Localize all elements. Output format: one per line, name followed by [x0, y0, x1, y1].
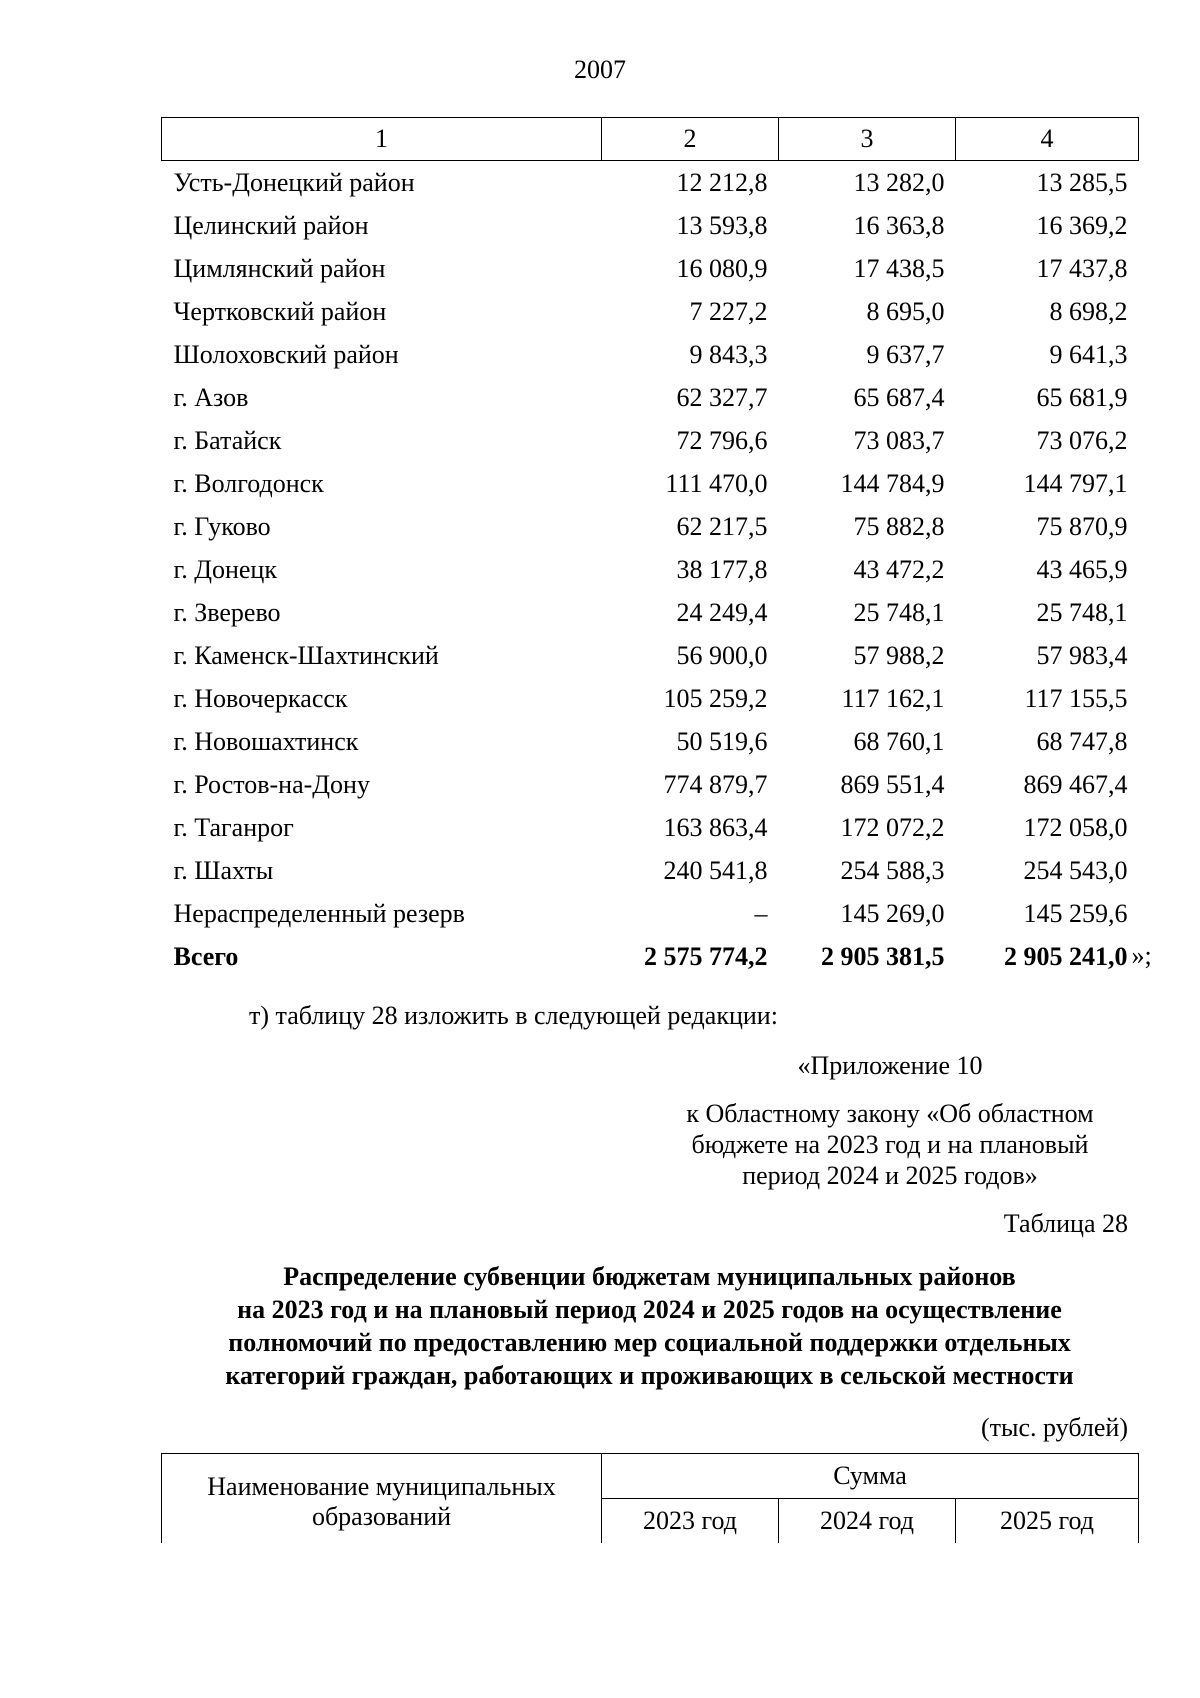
- amount-col2-cell: 774 879,7: [663, 769, 768, 799]
- amount-col3-cell: 9 637,7: [866, 339, 945, 369]
- table-row: [162, 677, 1139, 720]
- amount-col4-cell: 73 076,2: [1036, 425, 1128, 455]
- amount-col3-cell: 75 882,8: [853, 511, 945, 541]
- table-row: [162, 290, 1139, 333]
- amount-col4-cell: 17 437,8: [1036, 253, 1128, 283]
- table-heading-line: полномочий по предоставлению мер социальной поддержки отдельных: [228, 1328, 1071, 1357]
- amount-col3-cell: 144 784,9: [840, 468, 945, 498]
- appendix-title: «Приложение 10: [797, 1051, 983, 1080]
- amount-col4-cell: 9 641,3: [1049, 339, 1128, 369]
- amount-col4-cell: 75 870,9: [1036, 511, 1128, 541]
- table-label: Таблица 28: [1003, 1209, 1128, 1238]
- amount-col2-cell: 62 327,7: [676, 382, 768, 412]
- amount-col3-cell: 254 588,3: [840, 855, 945, 885]
- column-number-row: [162, 118, 1139, 161]
- closing-quote-mark: »;: [1131, 941, 1152, 970]
- header-row: [162, 1454, 1139, 1499]
- amount-col3-cell: 65 687,4: [853, 382, 945, 412]
- amount-col3-cell: 13 282,0: [853, 167, 945, 197]
- municipality-name-header-line: Наименование муниципальных: [207, 1472, 556, 1501]
- page-number: 2007: [574, 55, 626, 84]
- municipality-name-cell: Шолоховский район: [173, 339, 399, 369]
- amount-col4-cell: 254 543,0: [1023, 855, 1128, 885]
- total-row: [162, 935, 1139, 978]
- amount-col2-cell: 9 843,3: [689, 339, 768, 369]
- total-label: Всего: [173, 941, 239, 971]
- municipality-name-cell: г. Волгодонск: [173, 468, 324, 498]
- amount-col2-cell: 62 217,5: [676, 511, 768, 541]
- table-row: [162, 720, 1139, 763]
- year-header-2025: 2025 год: [956, 1499, 1139, 1544]
- table-row: [162, 161, 1139, 205]
- amount-col3-cell: 68 760,1: [853, 726, 945, 756]
- amount-col2-cell: 13 593,8: [676, 210, 768, 240]
- subvention-table-continued: [161, 117, 1152, 978]
- municipality-name-cell: г. Новочеркасск: [173, 683, 348, 713]
- municipality-name-cell: Чертковский район: [173, 296, 387, 326]
- amount-col2-cell: 24 249,4: [676, 597, 768, 627]
- total-col2: 2 575 774,2: [644, 941, 768, 971]
- amount-col2-cell: 12 212,8: [676, 167, 768, 197]
- amount-col2-cell: 72 796,6: [676, 425, 768, 455]
- total-col3: 2 905 381,5: [821, 941, 945, 971]
- subvention-table-header: [161, 1453, 1139, 1543]
- column-number-1: 1: [162, 118, 602, 161]
- municipality-name-cell: г. Ростов-на-Дону: [173, 769, 370, 799]
- table-row: [162, 548, 1139, 591]
- amount-col2-cell: –: [754, 898, 768, 928]
- amount-col3-cell: 57 988,2: [853, 640, 945, 670]
- amount-col4-cell: 117 155,5: [1024, 683, 1128, 713]
- column-number-2: 2: [602, 118, 779, 161]
- column-number-3: 3: [779, 118, 956, 161]
- amount-col4-cell: 869 467,4: [1023, 769, 1128, 799]
- amount-col4-cell: 144 797,1: [1023, 468, 1128, 498]
- amount-col4-cell: 43 465,9: [1036, 554, 1128, 584]
- units-label: (тыс. рублей): [980, 1413, 1128, 1442]
- total-col4-value: 2 905 241,0: [1004, 941, 1128, 971]
- table-row: [162, 505, 1139, 548]
- amount-col2-cell: 56 900,0: [676, 640, 768, 670]
- amount-col4-cell: 172 058,0: [1023, 812, 1128, 842]
- appendix-reference-line: бюджете на 2023 год и на плановый: [691, 1130, 1089, 1159]
- amount-col4-cell: 65 681,9: [1036, 382, 1128, 412]
- amount-col2-cell: 111 470,0: [665, 468, 768, 498]
- table-row: [162, 419, 1139, 462]
- municipality-name-cell: г. Новошахтинск: [173, 726, 359, 756]
- amount-col2-cell: 163 863,4: [663, 812, 768, 842]
- municipality-name-cell: Целинский район: [173, 210, 369, 240]
- year-header-2024: 2024 год: [779, 1499, 956, 1544]
- amount-col3-cell: 869 551,4: [840, 769, 945, 799]
- amount-col3-cell: 16 363,8: [853, 210, 945, 240]
- column-number-4: 4: [956, 118, 1139, 161]
- table-heading-line: категорий граждан, работающих и проживающих в сельской местности: [225, 1361, 1074, 1390]
- amount-col2-cell: 240 541,8: [663, 855, 768, 885]
- amount-col2-cell: 38 177,8: [676, 554, 768, 584]
- amount-col4-cell: 25 748,1: [1036, 597, 1128, 627]
- table-row: [162, 763, 1139, 806]
- table-row: [162, 376, 1139, 419]
- municipality-name-cell: г. Азов: [173, 382, 249, 412]
- amount-col2-cell: 105 259,2: [663, 683, 768, 713]
- amount-col2-cell: 7 227,2: [689, 296, 768, 326]
- municipality-name-cell: Нераспределенный резерв: [173, 898, 465, 928]
- municipality-name-cell: г. Шахты: [173, 855, 274, 885]
- table-row: [162, 806, 1139, 849]
- table-row: [162, 204, 1139, 247]
- amount-col4-cell: 13 285,5: [1036, 167, 1128, 197]
- table-heading-line: Распределение субвенции бюджетам муниципальных районов: [283, 1262, 1016, 1291]
- amendment-instruction: т) таблицу 28 изложить в следующей редакции:: [249, 1001, 778, 1030]
- municipality-name-cell: г. Гуково: [173, 511, 271, 541]
- year-header-2023: 2023 год: [602, 1499, 779, 1544]
- table-row: [162, 591, 1139, 634]
- municipality-name-cell: г. Донецк: [173, 554, 277, 584]
- appendix-reference-line: период 2024 и 2025 годов»: [742, 1161, 1038, 1190]
- municipality-name-cell: г. Зверево: [173, 597, 281, 627]
- table-row: [162, 892, 1139, 935]
- table-heading: [161, 1260, 1138, 1392]
- amount-col3-cell: 25 748,1: [853, 597, 945, 627]
- amount-col4-cell: 145 259,6: [1023, 898, 1128, 928]
- municipality-name-header-line: образований: [311, 1502, 452, 1531]
- total-col4: [956, 935, 1152, 978]
- amount-col3-cell: 145 269,0: [840, 898, 945, 928]
- amount-col4-cell: 68 747,8: [1036, 726, 1128, 756]
- amount-col4-cell: 57 983,4: [1036, 640, 1128, 670]
- municipality-name-cell: г. Таганрог: [173, 812, 294, 842]
- municipality-name-cell: Цимлянский район: [173, 253, 386, 283]
- appendix-reference: [640, 1098, 1140, 1191]
- municipality-name-header: [162, 1454, 602, 1544]
- table-row: [162, 333, 1139, 376]
- municipality-name-cell: Усть-Донецкий район: [173, 167, 415, 197]
- municipality-name-cell: г. Каменск-Шахтинский: [173, 640, 439, 670]
- table-row: [162, 849, 1139, 892]
- amount-col3-cell: 17 438,5: [853, 253, 945, 283]
- amount-col3-cell: 73 083,7: [853, 425, 945, 455]
- table-row: [162, 247, 1139, 290]
- table-row: [162, 634, 1139, 677]
- amount-col3-cell: 8 695,0: [866, 296, 945, 326]
- amount-col3-cell: 43 472,2: [853, 554, 945, 584]
- table-heading-line: на 2023 год и на плановый период 2024 и 2025 годов на осуществление: [237, 1295, 1062, 1324]
- total-col4-wrap: [1004, 941, 1152, 971]
- amount-col4-cell: 16 369,2: [1036, 210, 1128, 240]
- amount-col4-cell: 8 698,2: [1049, 296, 1128, 326]
- sum-header: Сумма: [602, 1454, 1139, 1499]
- amount-col3-cell: 172 072,2: [840, 812, 945, 842]
- appendix-reference-line: к Областному закону «Об областном: [686, 1099, 1094, 1128]
- municipality-name-cell: г. Батайск: [173, 425, 282, 455]
- amount-col2-cell: 16 080,9: [676, 253, 768, 283]
- table-row: [162, 462, 1139, 505]
- amount-col3-cell: 117 162,1: [841, 683, 945, 713]
- amount-col2-cell: 50 519,6: [676, 726, 768, 756]
